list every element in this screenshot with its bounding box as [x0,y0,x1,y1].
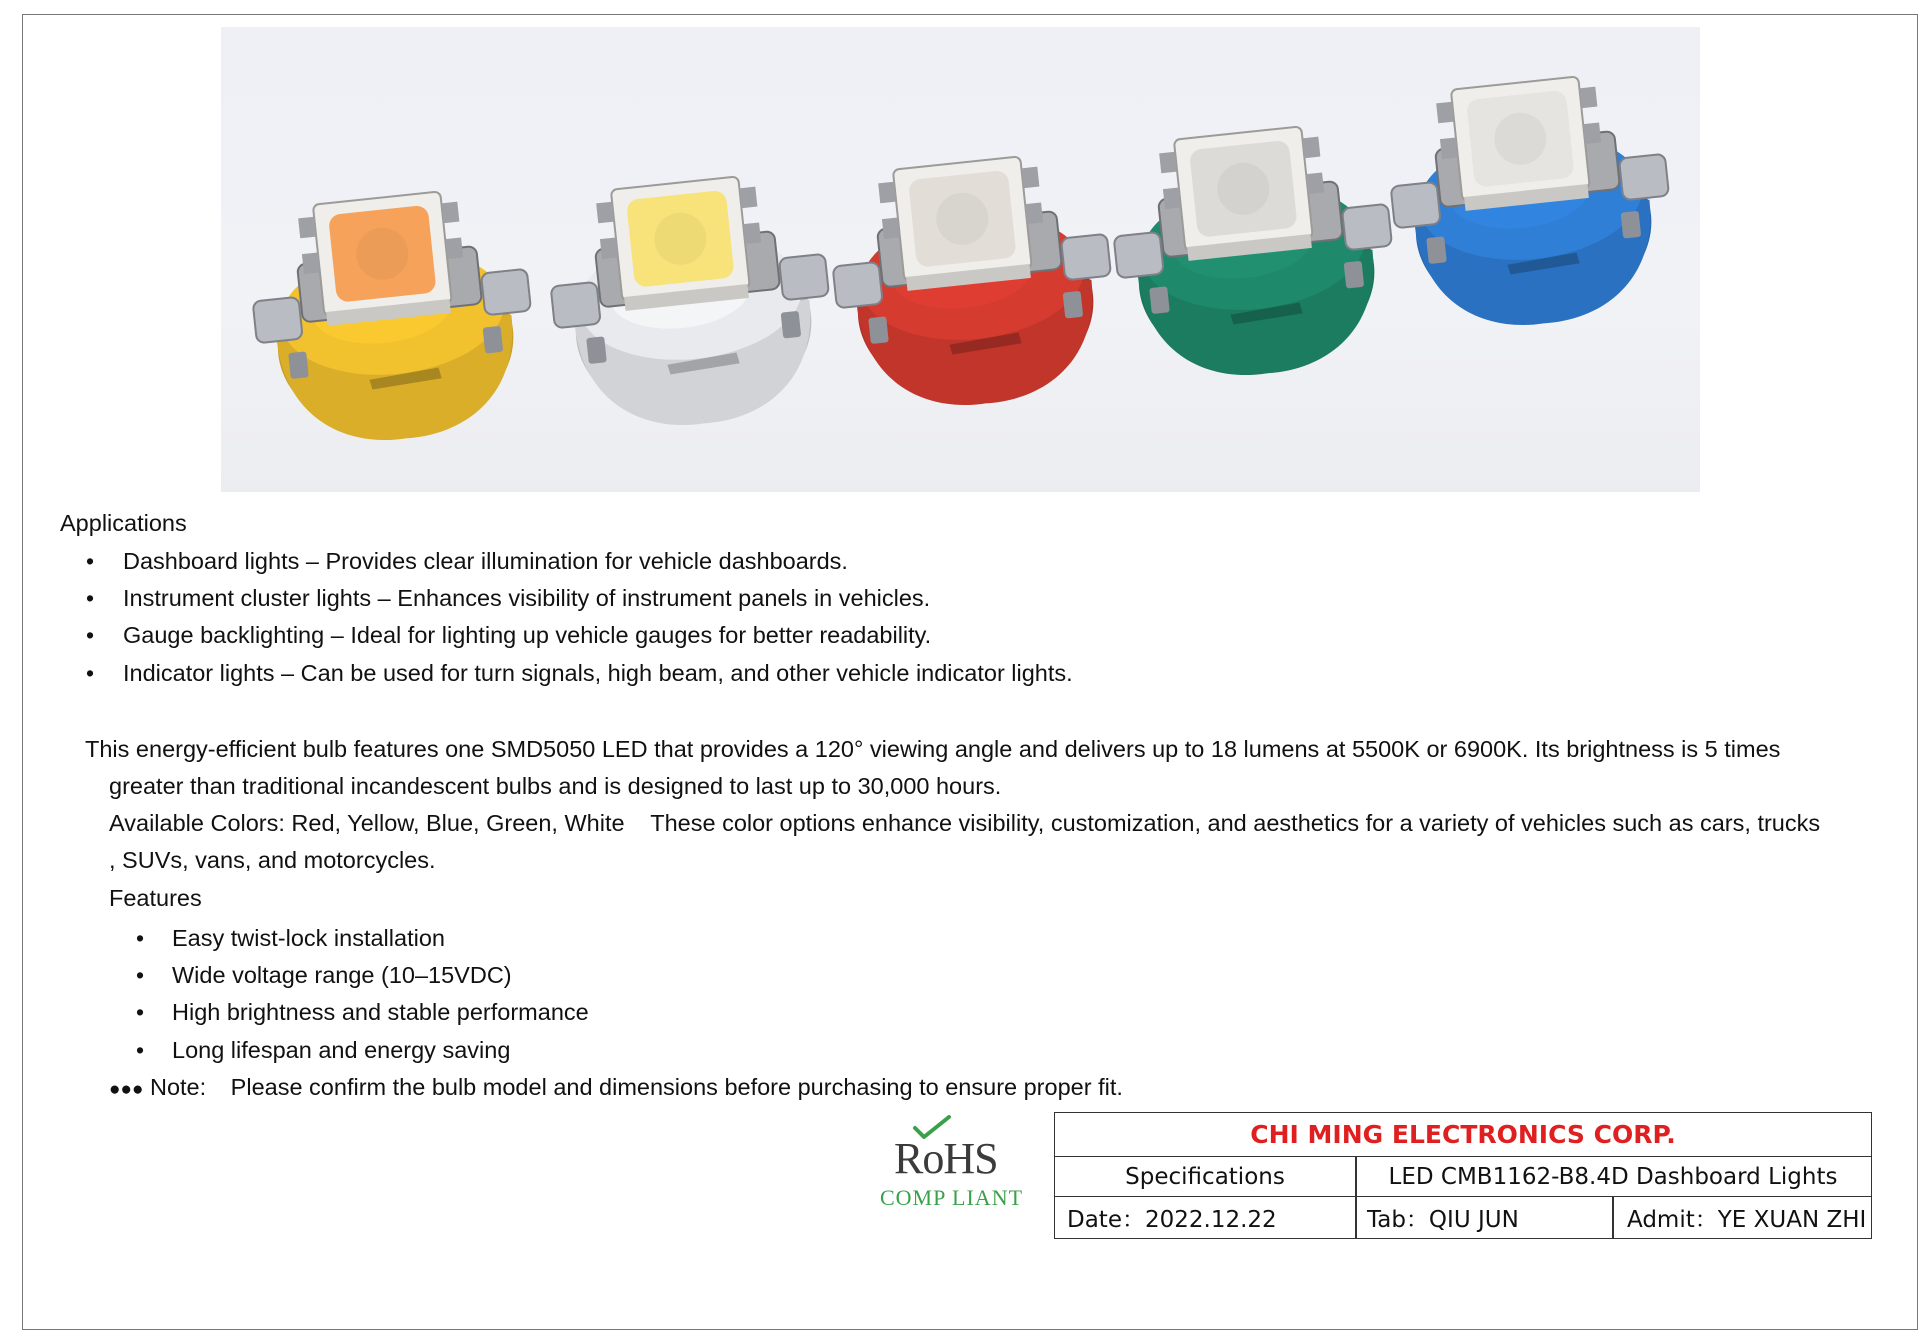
led-bulb [1381,68,1681,338]
led-bulb [243,183,543,453]
note-line [109,1073,1123,1104]
note-label: Note: [149,1074,207,1100]
application-item: Gauge backlighting – Ideal for lighting up vehicle gauges for better readability. [123,622,932,648]
rohs-logo-text: RoHS [894,1134,998,1183]
bullet-icon: • [86,585,95,611]
application-item: Dashboard lights – Provides clear illumination for vehicle dashboards. [123,548,848,574]
led-bulb [1104,118,1404,388]
spec-label: Specifications [1125,1163,1285,1190]
table-divider [1612,1197,1614,1238]
feature-item: Easy twist-lock installation [172,925,445,951]
bullet-icon: • [86,622,95,648]
tab-field: Tab：QIU JUN [1367,1207,1519,1233]
table-divider [1355,1157,1357,1238]
feature-item: Wide voltage range (10–15VDC) [172,962,512,988]
spec-value: LED CMB1162-B8.4D Dashboard Lights [1388,1163,1838,1190]
description-line: This energy-efficient bulb features one SMD5050 LED that provides a 120° viewing angle and delivers up to 18 lumens at 5500K or 6900K. Its brightness is 5 times [85,736,1781,762]
description-line: Available Colors: Red, Yellow, Blue, Green, White These color options enhance visibility, customization, and aesthetics for a variety of vehicles such as cars, trucks [109,810,1821,836]
bullet-icon: • [136,962,145,988]
bullet-icon: • [136,925,145,951]
feature-item: High brightness and stable performance [172,999,589,1025]
date-field: Date：2022.12.22 [1067,1207,1277,1233]
note-dots-icon: ●●● [109,1079,144,1100]
title-row-meta [1055,1197,1871,1238]
led-bulb [541,168,841,438]
company-name: CHI MING ELECTRONICS CORP. [1250,1120,1676,1149]
title-row-company [1055,1113,1871,1157]
rohs-logo [880,1115,1030,1215]
description-line: greater than traditional incandescent bulbs and is designed to last up to 30,000 hours. [109,773,1002,799]
application-item: Instrument cluster lights – Enhances visibility of instrument panels in vehicles. [123,585,931,611]
bullet-icon: • [136,999,145,1025]
feature-item: Long lifespan and energy saving [172,1037,511,1063]
bullet-icon: • [86,548,95,574]
application-item: Indicator lights – Can be used for turn signals, high beam, and other vehicle indicator lights. [123,660,1073,686]
title-row-spec [1055,1157,1871,1197]
rohs-compliant-text: COMP LIANT [880,1185,1024,1210]
description-line: , SUVs, vans, and motorcycles. [109,847,436,873]
bullet-icon: • [86,660,95,686]
admit-field: Admit：YE XUAN ZHI [1627,1207,1867,1233]
led-bulb [823,148,1123,418]
product-photo [221,27,1700,492]
note-text: Please confirm the bulb model and dimensions before purchasing to ensure proper fit. [230,1074,1123,1100]
applications-heading: Applications [60,510,187,536]
features-heading: Features [109,885,202,911]
led-bulbs-image [221,27,1700,492]
bullet-icon: • [136,1037,145,1063]
title-block [1054,1112,1872,1239]
